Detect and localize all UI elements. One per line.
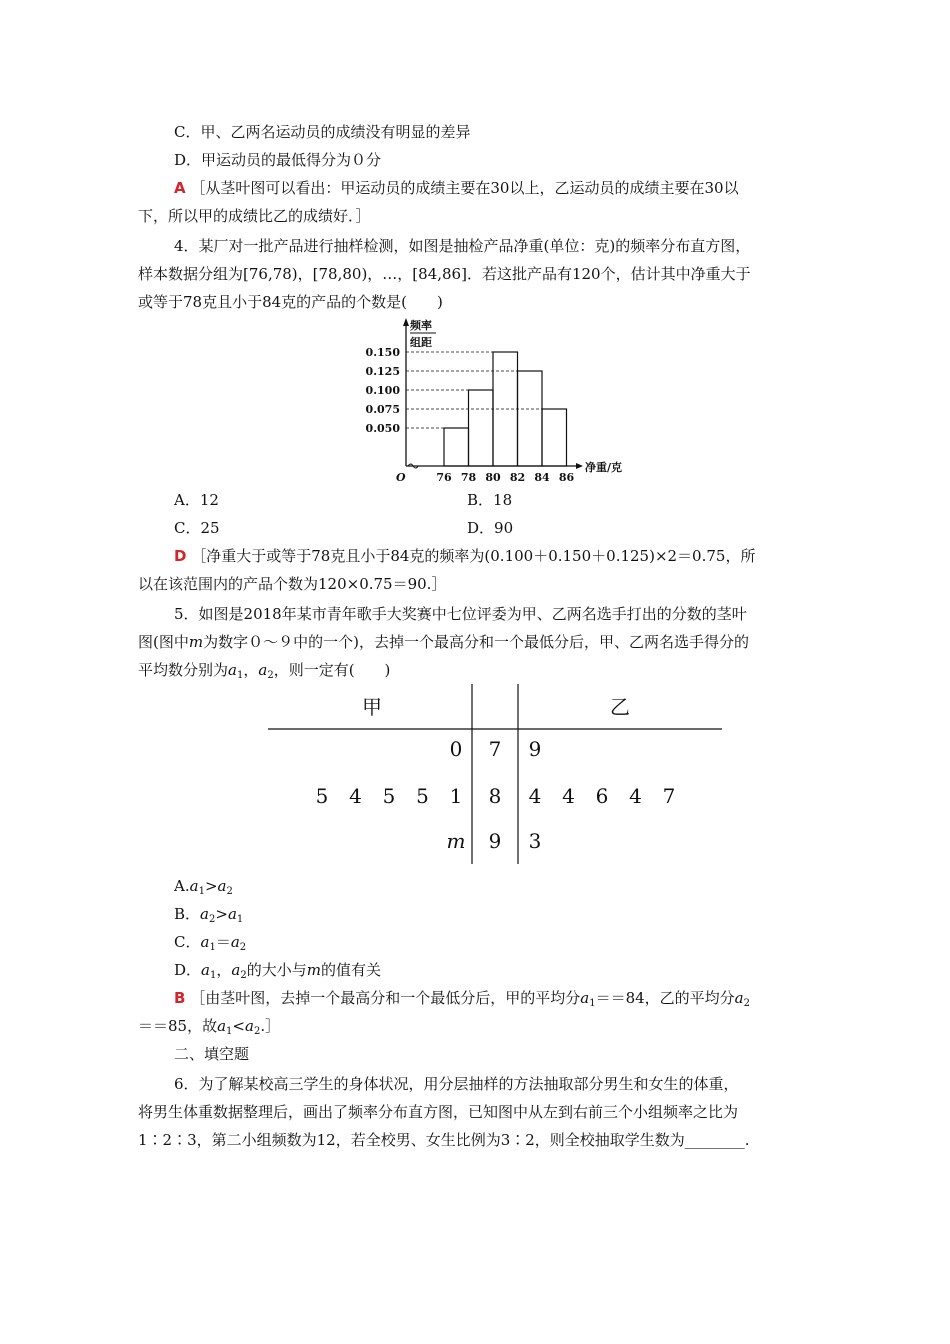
x-axis-arrow [576,463,583,469]
y-tick-label: 0.150 [365,346,400,359]
x-axis-label: 净重/克 [585,461,623,474]
operator: ＝ [215,933,231,951]
x-tick-label: 80 [485,471,501,484]
variable-a: a [217,1017,227,1035]
subscript: 2 [240,970,247,981]
subscript: 1 [236,914,244,925]
leaf-right: 3 [528,829,542,853]
q5-option-a [174,876,233,902]
subscript: 2 [253,1026,261,1037]
q5-stem-text: 为数字０～９中的一个)，去掉一个最高分和一个最低分后，甲、乙两名选手得分的 [203,633,749,651]
q5-stem-text: ，则一定有( ) [273,661,391,679]
subscript: 1 [236,670,244,681]
q4-stem-line1: 4．某厂对一批产品进行抽样检测，如图是抽检产品净重(单位：克)的频率分布直方图， [174,237,751,255]
q6-stem-line1: 6．为了解某校高三学生的身体状况，用分层抽样的方法抽取部分男生和女生的体重， [174,1075,739,1093]
q3-option-c: C．甲、乙两名运动员的成绩没有明显的差异 [174,123,471,141]
leaf-left: 4 [349,784,362,808]
histogram-bar [518,371,543,466]
q4-option-b: B．18 [467,491,513,509]
subscript: 2 [267,670,274,681]
q5-text: 的大小与 [246,961,307,979]
y-tick-label: 0.100 [365,384,400,397]
q4-explanation-text: ［净重大于或等于78克且小于84克的频率为(0.100＋0.150＋0.125)×2＝0.75，所 [191,547,756,565]
q5-explanation-line1 [174,988,750,1014]
q6-stem-line2: 将男生体重数据整理后，画出了频率分布直方图，已知图中从左到右前三个小组频率之比为 [138,1103,739,1121]
variable-a: a [231,961,241,979]
x-tick-label: 78 [460,471,477,484]
frequency-histogram [360,314,650,486]
leaf-right: 9 [528,737,542,761]
variable-a: a [227,905,237,923]
q5-explanation-text: ＝＝85，故 [138,1017,218,1035]
subscript: 1 [209,970,217,981]
subscript: 1 [226,1026,233,1037]
q5-stem-line1: 5．如图是2018年某市青年歌手大奖赛中七位评委为甲、乙两名选手打出的分数的茎叶 [174,605,747,623]
q4-stem-line3: 或等于78克且小于84克的产品的个数是( ) [138,293,443,311]
q3-answer-letter: A [174,179,186,197]
leaf-right: 4 [629,784,642,808]
variable-a: a [734,989,744,1007]
q4-explanation-line1 [174,546,755,566]
variable-a: a [201,961,210,979]
origin-label: O [396,471,406,484]
q5-explanation-text: .］ [260,1017,281,1035]
variable-a: a [200,905,209,923]
x-tick-label: 86 [558,471,575,484]
leaf-left: 1 [449,784,463,808]
y-axis-label-top: 频率 [410,319,432,332]
stem-value: 7 [488,737,502,761]
option-label: D． [174,961,202,979]
subscript: 1 [198,886,205,897]
leaf-right: 7 [662,784,676,808]
q5-text: ， [216,961,232,979]
leaf-right: 6 [595,784,609,808]
variable-a: a [245,1017,254,1035]
variable-a: a [217,877,227,895]
q5-option-d [174,960,381,986]
q5-stem-text: 平均数分别为 [138,661,229,679]
q5-stem-line2 [138,632,749,652]
operator: < [232,1017,245,1035]
histogram-bar [542,409,567,466]
leaf-right: 4 [562,784,575,808]
stem-leaf-plot [268,684,728,868]
operator: > [215,905,228,923]
subscript: 2 [239,942,247,953]
y-tick-label: 0.125 [365,365,400,378]
q5-explanation-text: ［由茎叶图，去掉一个最高分和一个最低分后，甲的平均分 [190,989,581,1007]
leaf-left: 0 [449,737,463,761]
q3-explanation-text: ［从茎叶图可以看出：甲运动员的成绩主要在30以上，乙运动员的成绩主要在30以 [190,179,739,197]
q3-option-d: D．甲运动员的最低得分为０分 [174,151,382,169]
q6-stem-line3: 1∶2∶3，第二小组频数为12，若全校男、女生比例为3∶2，则全校抽取学生数为________. [138,1131,750,1149]
q5-stem-text: 图(图中 [138,633,189,651]
q4-answer-letter: D [174,547,187,565]
x-tick-label: 82 [509,471,526,484]
leaf-left: m [446,829,466,853]
q5-stem-text: ， [243,661,259,679]
q4-explanation-line2: 以在该范围内的产品个数为120×0.75＝90.］ [138,575,447,593]
q5-explanation-text: ＝＝84，乙的平均分 [595,989,735,1007]
x-tick-label: 76 [436,471,452,484]
q5-option-c [174,932,246,958]
subscript: 1 [209,942,216,953]
variable-m: m [306,961,321,979]
subscript: 2 [208,914,216,925]
q5-stem-line3 [138,660,390,686]
q5-text: 的值有关 [320,961,381,979]
stem-value: 8 [488,784,502,808]
leaf-left: 5 [416,784,429,808]
option-label: A. [174,877,190,895]
q4-option-a: A．12 [174,491,219,509]
y-axis-arrow [403,318,409,326]
y-tick-label: 0.050 [365,422,400,435]
variable-a: a [230,933,240,951]
subscript: 1 [589,998,596,1009]
histogram-bar [469,390,494,466]
variable-a: a [258,661,268,679]
q3-explanation-line1 [174,178,739,198]
option-label: C． [174,933,201,951]
q5-explanation-line2 [138,1016,280,1042]
option-label: B． [174,905,201,923]
subscript: 2 [743,998,750,1009]
variable-a: a [189,877,199,895]
q4-stem-line2: 样本数据分组为[76,78)，[78,80)，…，[84,86]．若这批产品有120个，估计其中净重大于 [138,265,751,283]
variable-a: a [228,661,237,679]
leaf-right: 4 [528,784,542,808]
q4-option-c: C．25 [174,519,220,537]
histogram-bar [444,428,469,466]
q3-explanation-line2: 下，所以甲的成绩比乙的成绩好．］ [138,207,371,225]
leaf-left: 5 [382,784,396,808]
variable-m: m [188,633,204,651]
variable-a: a [580,989,590,1007]
y-tick-label: 0.075 [365,403,400,416]
section-title: 二、填空题 [174,1045,250,1063]
subscript: 2 [226,886,233,897]
operator: > [204,877,218,895]
y-axis-label-bottom: 组距 [410,336,432,349]
leaf-left: 5 [315,784,329,808]
stem-value: 9 [488,829,502,853]
header-jia: 甲 [362,695,382,719]
header-yi: 乙 [610,695,630,719]
q5-answer-letter: B [174,989,186,1007]
variable-a: a [200,933,210,951]
q4-option-d: D．90 [467,519,514,537]
x-tick-label: 84 [534,471,550,484]
q5-option-b [174,904,243,930]
